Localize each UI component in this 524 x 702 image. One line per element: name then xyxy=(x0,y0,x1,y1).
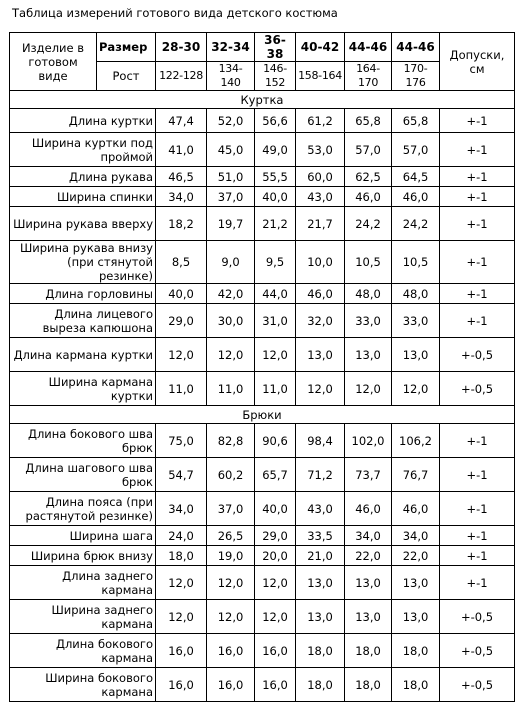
tolerance-value: +-1 xyxy=(440,167,515,187)
measurement-value: 75,0 xyxy=(156,424,207,458)
table-row xyxy=(10,133,515,167)
section-row xyxy=(10,406,515,424)
measurement-value: 22,0 xyxy=(345,546,392,566)
measurement-value: 29,0 xyxy=(255,526,296,546)
table-row xyxy=(10,284,515,304)
measurement-value: 12,0 xyxy=(345,372,392,406)
measurement-value: 46,5 xyxy=(156,167,207,187)
measurement-value: 29,0 xyxy=(156,304,207,338)
table-row xyxy=(10,566,515,600)
measurement-label: Ширина рукава вверху xyxy=(10,207,156,241)
tolerance-value: +-0,5 xyxy=(440,600,515,634)
measurement-value: 98,4 xyxy=(296,424,345,458)
measurement-value: 45,0 xyxy=(207,133,255,167)
measurement-value: 13,0 xyxy=(392,338,440,372)
tolerance-value: +-0,5 xyxy=(440,668,515,702)
measurement-value: 13,0 xyxy=(345,566,392,600)
measurement-value: 12,0 xyxy=(156,566,207,600)
header-row-size xyxy=(10,33,515,62)
measurement-value: 16,0 xyxy=(207,634,255,668)
measurement-value: 11,0 xyxy=(255,372,296,406)
measurement-label: Длина заднего кармана xyxy=(10,566,156,600)
header-height: 134-140 xyxy=(207,62,255,91)
tolerance-value: +-0,5 xyxy=(440,372,515,406)
measurement-value: 20,0 xyxy=(255,546,296,566)
measurement-value: 46,0 xyxy=(345,187,392,207)
measurement-value: 12,0 xyxy=(255,600,296,634)
measurement-label: Длина бокового шва брюк xyxy=(10,424,156,458)
measurement-value: 82,8 xyxy=(207,424,255,458)
measurement-value: 102,0 xyxy=(345,424,392,458)
header-height: 146-152 xyxy=(255,62,296,91)
measurement-value: 16,0 xyxy=(207,668,255,702)
header-height: 164-170 xyxy=(345,62,392,91)
measurement-value: 37,0 xyxy=(207,492,255,526)
measurement-value: 40,0 xyxy=(156,284,207,304)
measurement-value: 24,2 xyxy=(345,207,392,241)
table-row xyxy=(10,304,515,338)
table-row xyxy=(10,109,515,133)
measurement-value: 37,0 xyxy=(207,187,255,207)
measurement-label: Ширина заднего кармана xyxy=(10,600,156,634)
tolerance-value: +-1 xyxy=(440,458,515,492)
measurement-value: 18,0 xyxy=(392,634,440,668)
table-row xyxy=(10,241,515,284)
measurement-value: 13,0 xyxy=(296,338,345,372)
measurement-value: 53,0 xyxy=(296,133,345,167)
measurement-label: Ширина спинки xyxy=(10,187,156,207)
measurement-value: 31,0 xyxy=(255,304,296,338)
measurement-value: 65,7 xyxy=(255,458,296,492)
measurement-value: 46,0 xyxy=(345,492,392,526)
measurement-value: 10,0 xyxy=(296,241,345,284)
table-row xyxy=(10,458,515,492)
measurement-value: 24,2 xyxy=(392,207,440,241)
measurement-value: 18,0 xyxy=(156,546,207,566)
measurement-value: 21,0 xyxy=(296,546,345,566)
measurement-label: Длина кармана куртки xyxy=(10,338,156,372)
tolerance-value: +-1 xyxy=(440,546,515,566)
tolerance-value: +-1 xyxy=(440,207,515,241)
measurement-value: 13,0 xyxy=(392,566,440,600)
header-height: 170-176 xyxy=(392,62,440,91)
measurement-value: 12,0 xyxy=(156,600,207,634)
header-height-label: Рост xyxy=(97,62,156,91)
measurement-label: Длина бокового кармана xyxy=(10,634,156,668)
measurement-label: Ширина бокового кармана xyxy=(10,668,156,702)
measurement-value: 12,0 xyxy=(296,372,345,406)
tolerance-value: +-1 xyxy=(440,526,515,546)
table-row xyxy=(10,424,515,458)
measurement-label: Ширина шага xyxy=(10,526,156,546)
header-tolerance-label: Допуски, см xyxy=(440,33,515,91)
measurement-value: 33,5 xyxy=(296,526,345,546)
measurement-label: Длина горловины xyxy=(10,284,156,304)
measurement-value: 46,0 xyxy=(296,284,345,304)
measurement-value: 8,5 xyxy=(156,241,207,284)
measurement-label: Длина лицевого выреза капюшона xyxy=(10,304,156,338)
measurement-value: 12,0 xyxy=(255,566,296,600)
measurement-label: Длина рукава xyxy=(10,167,156,187)
table-row xyxy=(10,492,515,526)
measurement-value: 9,5 xyxy=(255,241,296,284)
measurement-value: 57,0 xyxy=(392,133,440,167)
measurement-value: 65,8 xyxy=(392,109,440,133)
measurement-value: 62,5 xyxy=(345,167,392,187)
measurement-value: 61,2 xyxy=(296,109,345,133)
table-row xyxy=(10,526,515,546)
measurement-value: 11,0 xyxy=(207,372,255,406)
measurement-value: 41,0 xyxy=(156,133,207,167)
measurement-value: 13,0 xyxy=(392,600,440,634)
table-row xyxy=(10,187,515,207)
tolerance-value: +-1 xyxy=(440,187,515,207)
measurement-value: 18,2 xyxy=(156,207,207,241)
measurement-label: Ширина рукава внизу (при стянутой резинке) xyxy=(10,241,156,284)
measurement-value: 12,0 xyxy=(207,338,255,372)
measurement-value: 12,0 xyxy=(255,338,296,372)
measurement-label: Длина куртки xyxy=(10,109,156,133)
tolerance-value: +-1 xyxy=(440,492,515,526)
measurement-value: 18,0 xyxy=(345,634,392,668)
table-row xyxy=(10,167,515,187)
measurement-value: 65,8 xyxy=(345,109,392,133)
tolerance-value: +-1 xyxy=(440,424,515,458)
measurement-value: 46,0 xyxy=(392,187,440,207)
table-row xyxy=(10,207,515,241)
measurement-value: 21,7 xyxy=(296,207,345,241)
measurement-value: 13,0 xyxy=(296,566,345,600)
measurement-value: 32,0 xyxy=(296,304,345,338)
measurement-value: 30,0 xyxy=(207,304,255,338)
header-size: 40-42 xyxy=(296,33,345,62)
measurement-value: 60,2 xyxy=(207,458,255,492)
measurement-value: 64,5 xyxy=(392,167,440,187)
measurement-value: 34,0 xyxy=(156,492,207,526)
measurement-value: 16,0 xyxy=(255,634,296,668)
measurement-value: 76,7 xyxy=(392,458,440,492)
measurement-value: 18,0 xyxy=(296,668,345,702)
section-title: Куртка xyxy=(10,91,515,109)
header-size: 44-46 xyxy=(392,33,440,62)
measurement-value: 10,5 xyxy=(392,241,440,284)
measurement-value: 40,0 xyxy=(255,187,296,207)
measurement-value: 11,0 xyxy=(156,372,207,406)
measurement-value: 24,0 xyxy=(156,526,207,546)
measurement-value: 19,7 xyxy=(207,207,255,241)
table-row xyxy=(10,372,515,406)
table-row xyxy=(10,546,515,566)
measurement-value: 55,5 xyxy=(255,167,296,187)
measurement-value: 16,0 xyxy=(156,634,207,668)
tolerance-value: +-0,5 xyxy=(440,338,515,372)
header-size: 44-46 xyxy=(345,33,392,62)
measurement-value: 48,0 xyxy=(345,284,392,304)
measurement-value: 12,0 xyxy=(392,372,440,406)
measurement-label: Ширина кармана куртки xyxy=(10,372,156,406)
tolerance-value: +-1 xyxy=(440,109,515,133)
measurement-value: 34,0 xyxy=(392,526,440,546)
section-row xyxy=(10,91,515,109)
header-height: 158-164 xyxy=(296,62,345,91)
measurement-value: 13,0 xyxy=(345,600,392,634)
measurement-value: 33,0 xyxy=(392,304,440,338)
section-title: Брюки xyxy=(10,406,515,424)
header-size: 28-30 xyxy=(156,33,207,62)
measurement-value: 18,0 xyxy=(392,668,440,702)
measurement-value: 60,0 xyxy=(296,167,345,187)
measurement-value: 40,0 xyxy=(255,492,296,526)
measurement-value: 43,0 xyxy=(296,492,345,526)
measurement-value: 106,2 xyxy=(392,424,440,458)
table-row xyxy=(10,668,515,702)
header-size: 32-34 xyxy=(207,33,255,62)
measurement-value: 47,4 xyxy=(156,109,207,133)
measurement-value: 34,0 xyxy=(345,526,392,546)
measurement-value: 44,0 xyxy=(255,284,296,304)
measurement-value: 49,0 xyxy=(255,133,296,167)
measurement-value: 56,6 xyxy=(255,109,296,133)
measurement-value: 71,2 xyxy=(296,458,345,492)
measurement-value: 9,0 xyxy=(207,241,255,284)
page-title: Таблица измерений готового вида детского костюма xyxy=(12,6,338,20)
measurement-label: Длина пояса (при растянутой резинке) xyxy=(10,492,156,526)
measurement-value: 18,0 xyxy=(345,668,392,702)
measurement-value: 12,0 xyxy=(156,338,207,372)
tolerance-value: +-1 xyxy=(440,241,515,284)
measurement-value: 33,0 xyxy=(345,304,392,338)
measurement-value: 73,7 xyxy=(345,458,392,492)
measurement-value: 13,0 xyxy=(345,338,392,372)
measurement-value: 54,7 xyxy=(156,458,207,492)
measurement-value: 22,0 xyxy=(392,546,440,566)
table-row xyxy=(10,600,515,634)
measurement-label: Длина шагового шва брюк xyxy=(10,458,156,492)
header-item-label: Изделие в готовом виде xyxy=(10,33,97,91)
measurement-value: 18,0 xyxy=(296,634,345,668)
tolerance-value: +-0,5 xyxy=(440,634,515,668)
measurement-label: Ширина брюк внизу xyxy=(10,546,156,566)
measurement-value: 42,0 xyxy=(207,284,255,304)
measurement-value: 26,5 xyxy=(207,526,255,546)
measurement-label: Ширина куртки под проймой xyxy=(10,133,156,167)
measurement-value: 48,0 xyxy=(392,284,440,304)
measurement-value: 43,0 xyxy=(296,187,345,207)
measurement-value: 12,0 xyxy=(207,566,255,600)
measurement-value: 57,0 xyxy=(345,133,392,167)
table-body xyxy=(10,33,515,702)
tolerance-value: +-1 xyxy=(440,566,515,600)
measurement-value: 21,2 xyxy=(255,207,296,241)
measurement-value: 34,0 xyxy=(156,187,207,207)
header-height: 122-128 xyxy=(156,62,207,91)
tolerance-value: +-1 xyxy=(440,284,515,304)
header-size-label: Размер xyxy=(97,33,156,62)
tolerance-value: +-1 xyxy=(440,133,515,167)
measurement-value: 90,6 xyxy=(255,424,296,458)
measurement-value: 51,0 xyxy=(207,167,255,187)
measurement-value: 16,0 xyxy=(156,668,207,702)
measurement-value: 12,0 xyxy=(207,600,255,634)
table-row xyxy=(10,634,515,668)
table-row xyxy=(10,338,515,372)
measurement-value: 16,0 xyxy=(255,668,296,702)
tolerance-value: +-1 xyxy=(440,304,515,338)
header-size: 36-38 xyxy=(255,33,296,62)
size-table xyxy=(9,32,515,702)
measurement-value: 52,0 xyxy=(207,109,255,133)
measurement-value: 10,5 xyxy=(345,241,392,284)
measurement-value: 46,0 xyxy=(392,492,440,526)
measurement-value: 19,0 xyxy=(207,546,255,566)
measurement-value: 13,0 xyxy=(296,600,345,634)
